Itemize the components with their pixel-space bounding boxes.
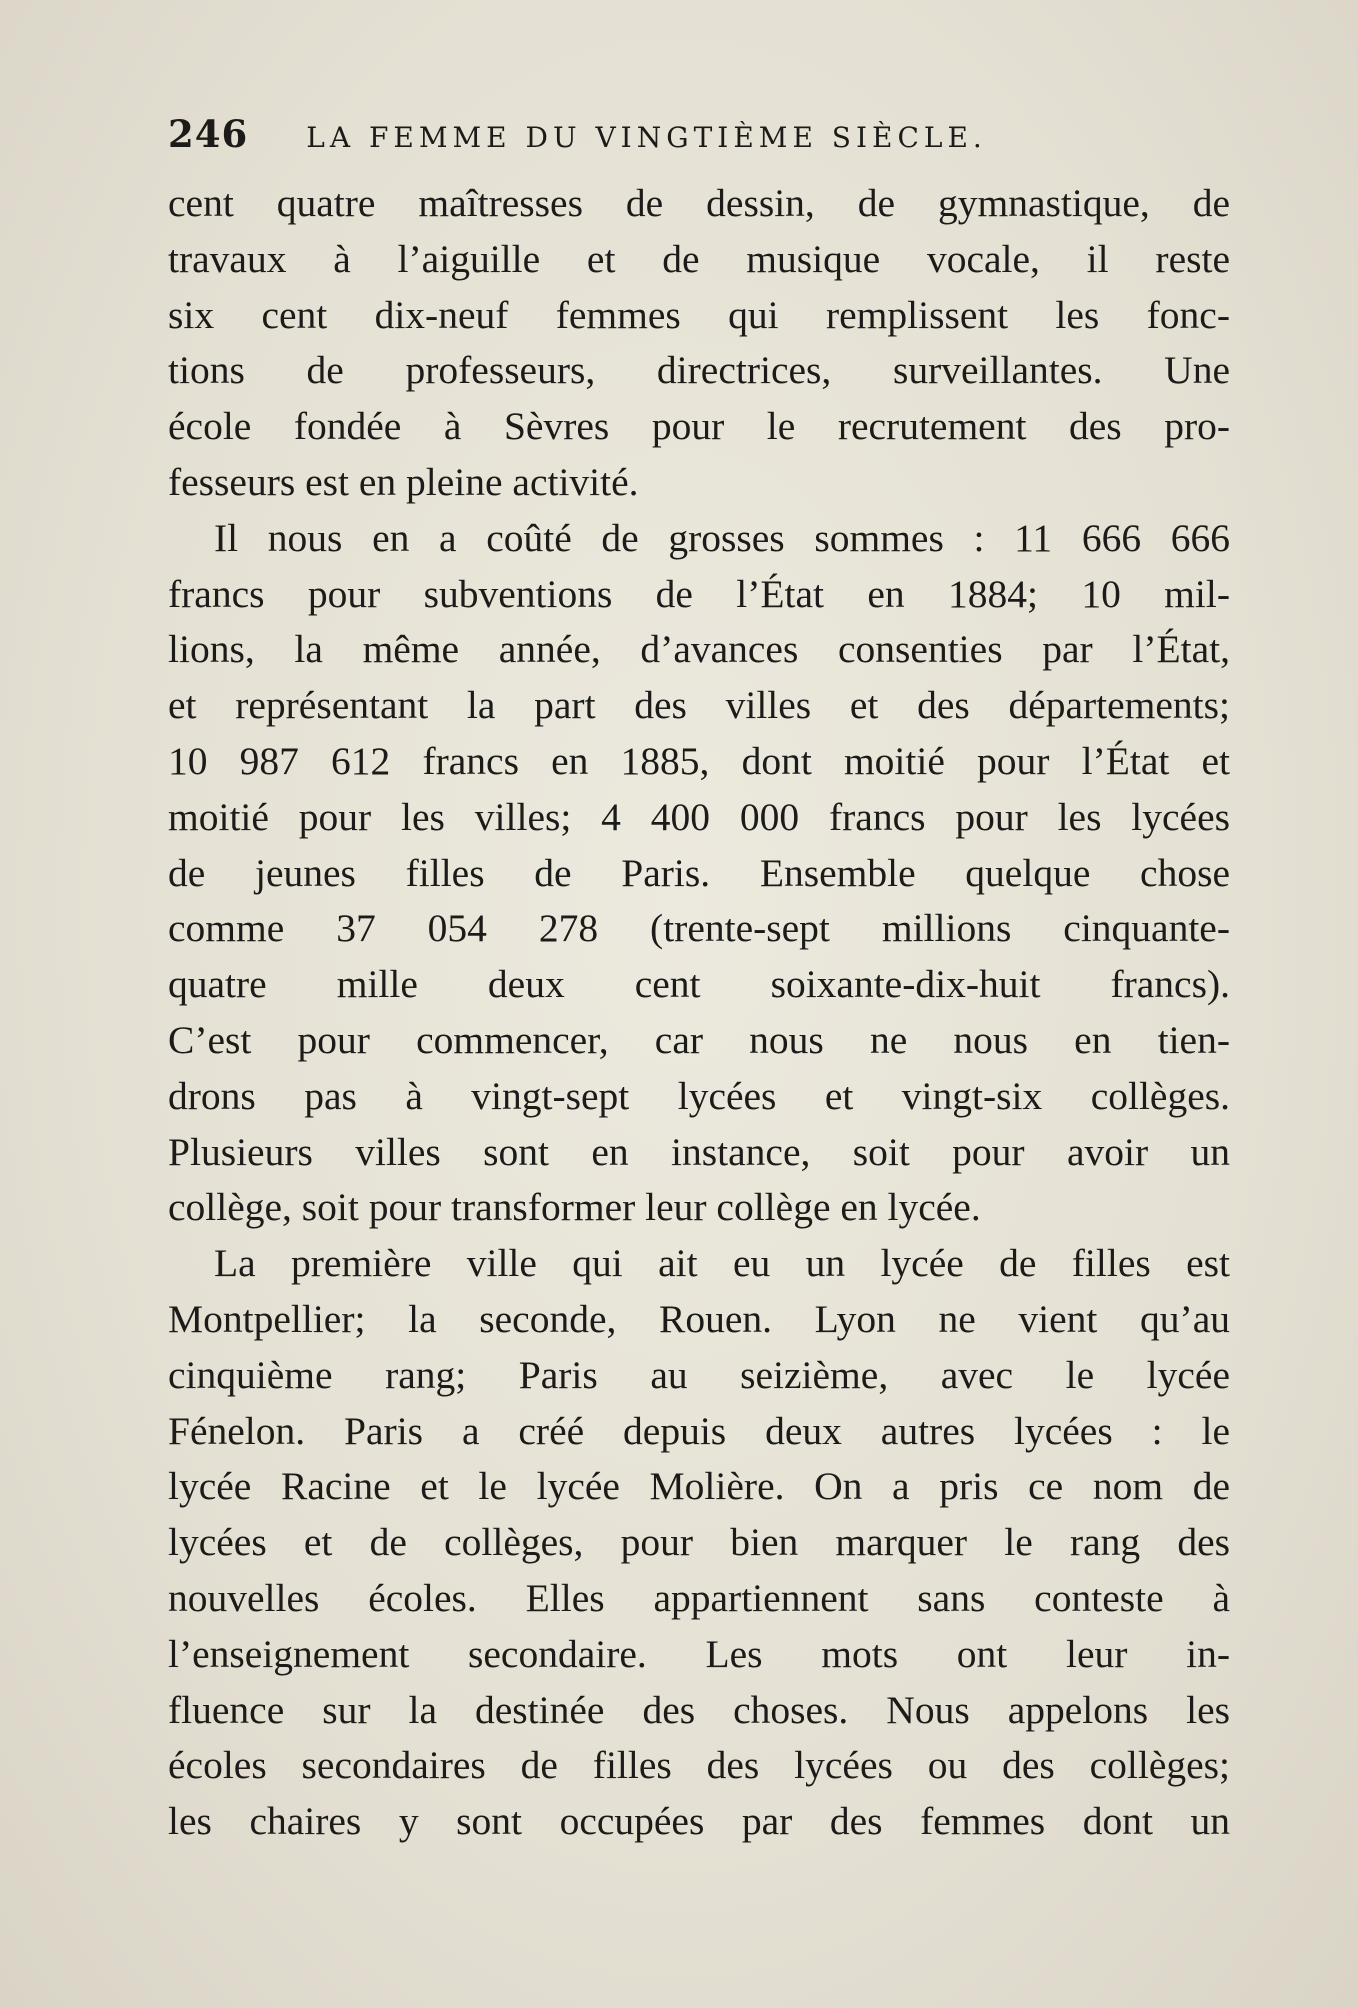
text-line: collège, soit pour transformer leur collège en lycée. [168,1185,981,1230]
text-line: tions de professeurs, directrices, surveillantes. Une [168,348,1230,393]
page-number: 246 [168,112,249,156]
text-line: Plusieurs villes sont en instance, soit pour avoir un [168,1129,1230,1174]
text-line: quatre mille deux cent soixante-dix-huit francs). [168,962,1230,1007]
text-line: 10 987 612 francs en 1885, dont moitié pour l’État et [168,738,1230,783]
body-text [168,176,1230,1850]
text-line: fluence sur la destinée des choses. Nous appelons les [168,1687,1230,1732]
text-line: lions, la même année, d’avances consenties par l’État, [168,627,1230,672]
text-line: six cent dix-neuf femmes qui remplissent les fonc- [168,292,1230,337]
text-line: les chaires y sont occupées par des femmes dont un [168,1799,1230,1844]
text-line: C’est pour commencer, car nous ne nous en tien- [168,1017,1230,1062]
running-title: LA FEMME DU VINGTIÈME SIÈCLE. [306,121,987,154]
text-line: Fénelon. Paris a créé depuis deux autres lycées : le [168,1408,1230,1453]
text-line: écoles secondaires de filles des lycées ou des collèges; [168,1743,1230,1788]
text-line: lycée Racine et le lycée Molière. On a pris ce nom de [168,1464,1230,1509]
text-line: francs pour subventions de l’État en 1884; 10 mil- [168,571,1230,616]
text-line: cent quatre maîtresses de dessin, de gymnastique, de [168,181,1230,225]
text-line: fesseurs est en pleine activité. [168,459,639,504]
text-line: lycées et de collèges, pour bien marquer le rang des [168,1520,1230,1565]
text-line: Montpellier; la seconde, Rouen. Lyon ne vient qu’au [168,1296,1230,1341]
text-line: drons pas à vingt-sept lycées et vingt-six collèges. [168,1073,1230,1118]
page-header [168,112,1168,172]
text-line: moitié pour les villes; 4 400 000 francs pour les lycées [168,794,1230,839]
text-line: comme 37 054 278 (trente-sept millions cinquante- [168,906,1230,951]
text-line: La première ville qui ait eu un lycée de filles est [214,1241,1230,1286]
text-line: cinquième rang; Paris au seizième, avec le lycée [168,1352,1230,1397]
text-line: travaux à l’aiguille et de musique vocale, il reste [168,236,1230,281]
text-line: l’enseignement secondaire. Les mots ont leur in- [168,1631,1230,1676]
text-line: nouvelles écoles. Elles appartiennent sans conteste à [168,1575,1230,1620]
text-line: école fondée à Sèvres pour le recrutement des pro- [168,404,1230,449]
text-line: Il nous en a coûté de grosses sommes : 11 666 666 [214,515,1230,560]
text-line: et représentant la part des villes et des départements; [168,683,1230,728]
text-line: de jeunes filles de Paris. Ensemble quelque chose [168,850,1230,895]
